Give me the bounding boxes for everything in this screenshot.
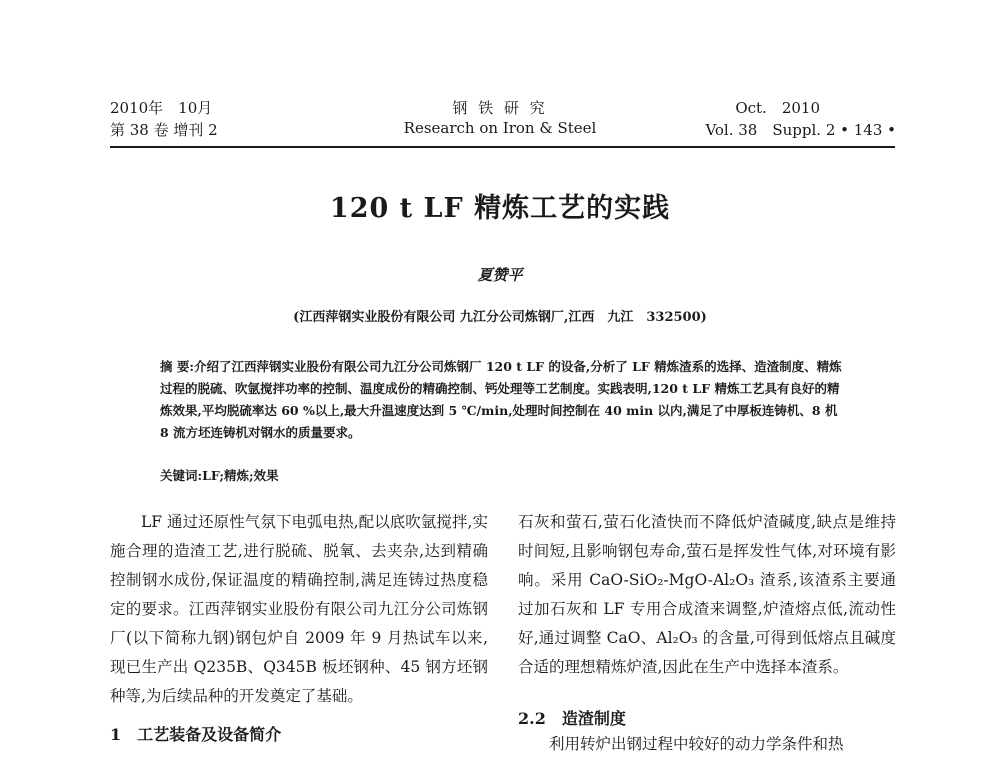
header-date: 2010年 10月 [110, 99, 213, 117]
keywords-text: LF;精炼;效果 [202, 468, 279, 483]
abstract-label: 摘 要: [160, 359, 194, 374]
body-paragraph-slag: 石灰和萤石,萤石化渣快而不降低炉渣碱度,缺点是维持时间短,且影响钢包寿命,萤石是挥发性气体,对环境有影响。采用 CaO-SiO₂-MgO-Al₂O₃ 渣系,该渣系主要通过加石灰和 LF 专用合成渣来调整,炉渣熔点低,流动性好,通过调整 CaO、Al₂O₃ 的含量,可得到低熔点且碱度合适的理想精炼炉渣,因此在生产中选择本渣系。 [518, 513, 896, 676]
section-heading-1: 1 工艺装备及设备简介 [110, 725, 282, 744]
article-author: 夏赞平 [477, 266, 523, 284]
journal-name-cn: 钢 铁 研 究 [452, 99, 548, 117]
abstract-text: 介绍了江西萍钢实业股份有限公司九江分公司炼钢厂 120 t LF 的设备,分析了 LF 精炼渣系的选择、造渣制度、精炼过程的脱硫、吹氩搅拌功率的控制、温度成份的精确控制、钙处理等工艺制度。实践表明,120 t LF 精炼工艺具有良好的精炼效果,平均脱硫率达 60 %以上,最大升温速度达到 5 ℃/min,处理时间控制在 40 min 以内,满足了中厚板连铸机、8 机 8 流方坯连铸机对钢水的质量要求。 [160, 359, 842, 440]
header-date-en: Oct. 2010 [735, 99, 820, 117]
article-title: 120 t LF 精炼工艺的实践 [329, 193, 671, 224]
body-paragraph-intro: LF 通过还原性气氛下电弧电热,配以底吹氩搅拌,实施合理的造渣工艺,进行脱硫、脱氧、去夹杂,达到精确控制钢水成份,保证温度的精确控制,满足连铸过热度稳定的要求。江西萍钢实业股份有限公司九江分公司炼钢厂(以下简称九钢)钢包炉自 2009 年 9 月热试车以来,现已生产出 Q235B、Q345B 板坯钢种、45 钢方坯钢种等,为后续品种的开发奠定了基础。 [110, 513, 488, 705]
body-paragraph-slag-making: 利用转炉出钢过程中较好的动力学条件和热 [549, 735, 844, 753]
journal-name-en: Research on Iron & Steel [403, 119, 597, 137]
header-volume-page: Vol. 38 Suppl. 2 • 143 • [705, 121, 896, 139]
keywords [160, 466, 279, 484]
header-rule [110, 146, 895, 148]
header-volume: 第 38 卷 增刊 2 [110, 121, 218, 139]
keywords-label: 关键词: [160, 468, 203, 483]
section-heading-2-2: 2.2 造渣制度 [518, 709, 626, 728]
article-affiliation: (江西萍钢实业股份有限公司 九江分公司炼钢厂,江西 九江 332500) [293, 310, 707, 325]
abstract [160, 356, 850, 444]
